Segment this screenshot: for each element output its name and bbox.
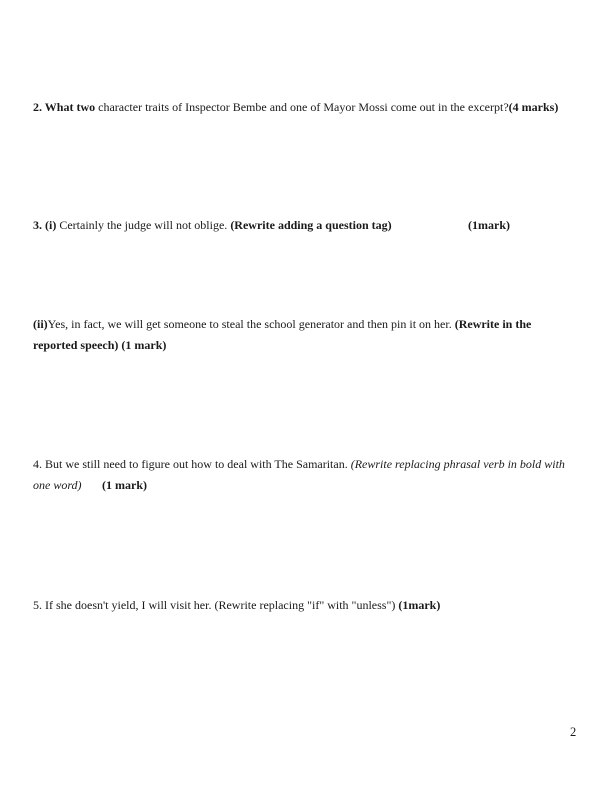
question-3ii-instruction-line2: reported speech) (1 mark) xyxy=(33,338,167,352)
question-4 xyxy=(33,454,565,496)
question-4-text: 4. But we still need to figure out how to deal with The Samaritan. xyxy=(33,457,351,471)
question-3i-number: 3. (i) xyxy=(33,218,60,232)
question-5 xyxy=(33,595,440,616)
page-number: 2 xyxy=(570,725,577,739)
question-3ii xyxy=(33,314,531,356)
question-4-instruction-line2: one word) xyxy=(33,478,82,492)
question-3i-instruction: (Rewrite adding a question tag) xyxy=(230,218,392,232)
question-3ii-number: (ii) xyxy=(33,317,48,331)
question-5-text: 5. If she doesn't yield, I will visit her. (Rewrite replacing "if" with "unless") xyxy=(33,598,399,612)
question-3i-text: Certainly the judge will not oblige. xyxy=(59,218,231,232)
question-4-instruction-line1: (Rewrite replacing phrasal verb in bold with xyxy=(350,457,565,471)
question-2-number: 2. What two xyxy=(33,100,99,114)
question-3i-marks: (1mark) xyxy=(468,218,510,232)
question-2-marks: (4 marks) xyxy=(508,100,559,114)
question-3ii-instruction-line1: (Rewrite in the xyxy=(454,317,532,331)
question-3ii-text: Yes, in fact, we will get someone to steal the school generator and then pin it on her. xyxy=(47,317,455,331)
question-2 xyxy=(33,97,558,118)
question-2-text: character traits of Inspector Bembe and one of Mayor Mossi come out in the excerpt? xyxy=(98,100,509,114)
question-3i xyxy=(33,215,510,236)
question-4-marks: (1 mark) xyxy=(102,478,147,492)
question-5-marks: (1mark) xyxy=(398,598,441,612)
